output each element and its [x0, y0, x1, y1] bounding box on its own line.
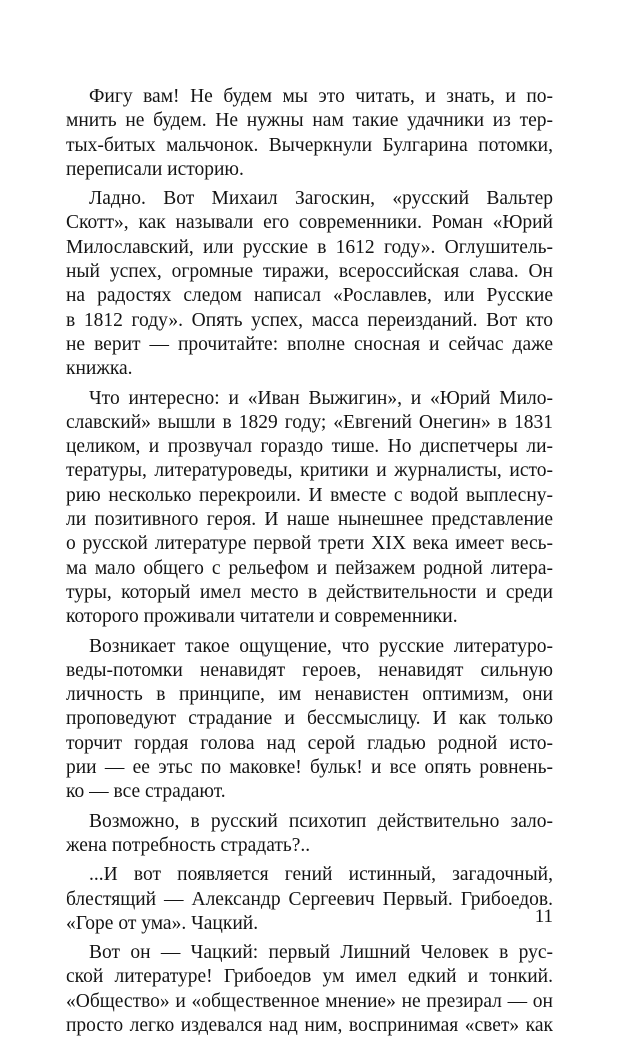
text-line: жена потребность страдать?.. [66, 834, 311, 856]
text-line: просто легко издевался над ним, воспринимая «свет» как [66, 1014, 553, 1036]
text-line: рии — ее этьс по маковке! бульк! и все опять ровнень- [66, 757, 553, 779]
paragraph [66, 387, 553, 630]
text-line: Фигу вам! Не будем мы это читать, и знать, и по- [89, 86, 553, 107]
text-line: целиком, и прозвучал гораздо тише. Но диспетчеры ли- [66, 436, 553, 458]
text-line: ской литературе! Грибоедов ум имел едкий и тонкий. [66, 966, 553, 988]
text-line: Ладно. Вот Михаил Загоскин, «русский Вальтер [89, 188, 553, 210]
text-line: в 1812 году». Опять успех, масса переизданий. Вот кто [66, 309, 553, 331]
text-line: ли позитивного героя. И наше нынешнее представление [66, 509, 553, 531]
text-line: которого проживали читатели и современники. [66, 606, 458, 628]
text-line: на радостях следом написал «Рославлев, или Русские [66, 285, 553, 307]
page-number: 11 [534, 906, 553, 927]
text-line: тых-битых мальчонок. Вычеркнули Булгарина потомки, [66, 134, 553, 156]
paragraph [66, 635, 553, 805]
body-text [66, 85, 553, 1043]
text-line: «Общество» и «общественное мнение» не презирал — он [66, 990, 553, 1012]
text-line: ный успех, огромные тиражи, всероссийская слава. Он [66, 261, 553, 283]
text-line: Что интересно: и «Иван Выжигин», и «Юрий Мило- [89, 387, 553, 409]
paragraph [66, 863, 553, 936]
text-line: веды-потомки ненавидят героев, ненавидят сильную [66, 659, 553, 681]
text-line: рию несколько перекроили. И вместе с водой выплесну- [66, 484, 553, 506]
text-line: ма мало общего с рельефом и пейзажем родной литера- [66, 557, 553, 579]
text-line: торчит гордая голова над серой гладью родной исто- [66, 732, 553, 754]
text-line: Вот он — Чацкий: первый Лишний Человек в рус- [89, 942, 553, 964]
text-line: ...И вот появляется гений истинный, загадочный, [89, 864, 553, 886]
text-line: Скотт», как называли его современники. Роман «Юрий [66, 212, 553, 234]
paragraph [66, 941, 553, 1038]
text-line: Возникает такое ощущение, что русские литературо- [89, 635, 553, 657]
paragraph [66, 187, 553, 381]
text-line: не верит — прочитайте: вполне сносная и сейчас даже [66, 333, 553, 355]
text-line: славский» вышли в 1829 году; «Евгений Онегин» в 1831 [66, 411, 553, 433]
paragraph [66, 85, 553, 182]
text-line: Возможно, в русский психотип действительно зало- [89, 810, 553, 832]
text-line: проповедуют страдание и бессмыслицу. И как только [66, 708, 553, 730]
text-line: Милославский, или русские в 1612 году». Оглушитель- [66, 236, 553, 258]
text-line: блестящий — Александр Сергеевич Первый. Грибоедов. [66, 888, 553, 910]
text-line: мнить не будем. Не нужны нам такие удачники из тер- [66, 110, 553, 132]
text-line: о русской литературе первой трети XIX века имеет весь- [66, 533, 553, 555]
text-line: переписали историю. [66, 158, 244, 180]
text-line: книжка. [66, 358, 133, 380]
paragraph [66, 810, 553, 859]
text-line: личность в принципе, им ненавистен оптимизм, они [66, 684, 553, 706]
text-line: тературы, литературоведы, критики и журналисты, исто- [66, 460, 553, 482]
text-line: ко — все страдают. [66, 781, 226, 803]
text-line: туры, который имел место в действительности и среди [66, 581, 553, 603]
text-line: «Горе от ума». Чацкий. [66, 912, 259, 934]
